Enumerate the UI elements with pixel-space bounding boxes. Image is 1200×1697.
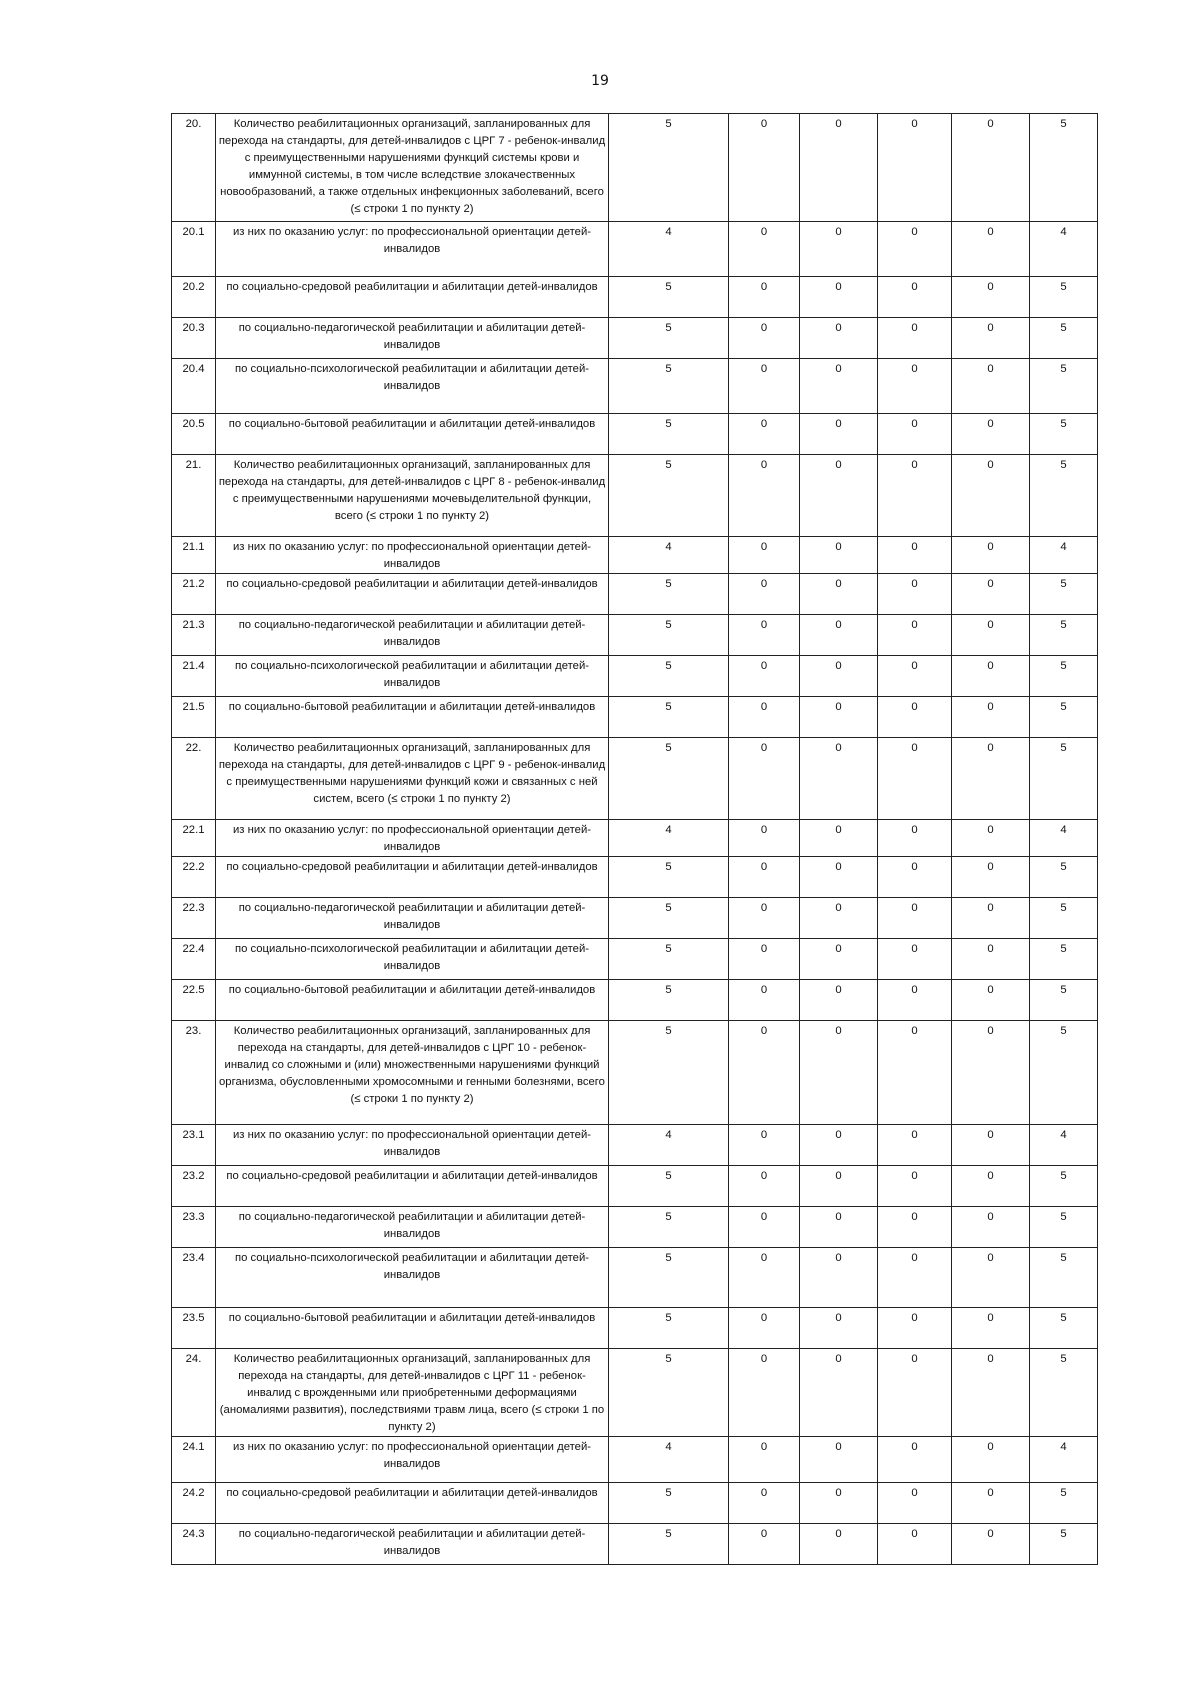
value-cell: 0 [952,455,1030,537]
value-cell: 0 [878,414,952,455]
value-cell: 5 [609,455,729,537]
row-description: по социально-бытовой реабилитации и абилитации детей-инвалидов [216,1308,609,1349]
row-description: по социально-психологической реабилитации и абилитации детей-инвалидов [216,939,609,980]
value-cell: 0 [952,1349,1030,1437]
value-cell: 5 [1030,318,1098,359]
value-cell: 0 [952,1308,1030,1349]
value-cell: 5 [1030,697,1098,738]
value-cell: 0 [952,114,1030,222]
value-cell: 0 [729,820,800,857]
value-cell: 0 [800,1308,878,1349]
table-row [172,1483,1098,1524]
value-cell: 0 [800,898,878,939]
row-description: по социально-психологической реабилитации и абилитации детей-инвалидов [216,359,609,414]
value-cell: 0 [800,980,878,1021]
value-cell: 0 [800,222,878,277]
value-cell: 0 [800,1524,878,1565]
row-number: 21.5 [172,697,216,738]
value-cell: 0 [729,455,800,537]
value-cell: 0 [800,414,878,455]
row-description: Количество реабилитационных организаций, запланированных для перехода на стандарты, для детей-инвалидов с ЦРГ 9 - ребенок-инвалид с преимущественными нарушениями функций кожи и связанных с ней систем, всего (≤ строки 1 по пункту 2) [216,738,609,820]
value-cell: 0 [878,857,952,898]
value-cell: 0 [800,820,878,857]
value-cell: 5 [609,359,729,414]
value-cell: 0 [952,222,1030,277]
value-cell: 0 [729,537,800,574]
row-number: 20. [172,114,216,222]
value-cell: 5 [1030,857,1098,898]
value-cell: 0 [729,359,800,414]
table-row [172,359,1098,414]
value-cell: 0 [952,318,1030,359]
value-cell: 0 [878,939,952,980]
value-cell: 0 [800,1483,878,1524]
value-cell: 0 [800,857,878,898]
value-cell: 0 [952,1021,1030,1125]
value-cell: 0 [952,1524,1030,1565]
value-cell: 0 [878,1125,952,1166]
value-cell: 0 [878,1207,952,1248]
value-cell: 5 [1030,656,1098,697]
value-cell: 5 [609,1308,729,1349]
value-cell: 0 [729,1437,800,1483]
row-description: из них по оказанию услуг: по профессиональной ориентации детей-инвалидов [216,1437,609,1483]
value-cell: 0 [729,898,800,939]
value-cell: 4 [1030,537,1098,574]
value-cell: 5 [609,738,729,820]
value-cell: 0 [729,615,800,656]
value-cell: 0 [952,939,1030,980]
value-cell: 5 [609,857,729,898]
value-cell: 5 [1030,980,1098,1021]
table-row [172,318,1098,359]
value-cell: 0 [952,277,1030,318]
value-cell: 5 [1030,738,1098,820]
value-cell: 5 [609,318,729,359]
value-cell: 0 [878,1021,952,1125]
value-cell: 0 [729,1308,800,1349]
row-description: по социально-педагогической реабилитации и абилитации детей-инвалидов [216,318,609,359]
value-cell: 0 [729,318,800,359]
row-description: Количество реабилитационных организаций, запланированных для перехода на стандарты, для детей-инвалидов с ЦРГ 7 - ребенок-инвалид с преимущественными нарушениями функций системы крови и иммунной системы, в том числе вследствие злокачественных новообразований, а также отдельных инфекционных заболеваний, всего (≤ строки 1 по пункту 2) [216,114,609,222]
row-number: 20.5 [172,414,216,455]
row-description: по социально-педагогической реабилитации и абилитации детей-инвалидов [216,1207,609,1248]
value-cell: 4 [609,537,729,574]
row-number: 24. [172,1349,216,1437]
value-cell: 5 [1030,277,1098,318]
row-number: 21.4 [172,656,216,697]
value-cell: 0 [952,615,1030,656]
value-cell: 0 [878,1248,952,1308]
row-number: 21.2 [172,574,216,615]
value-cell: 0 [729,1021,800,1125]
row-description: по социально-педагогической реабилитации и абилитации детей-инвалидов [216,1524,609,1565]
value-cell: 0 [878,656,952,697]
row-description: по социально-психологической реабилитации и абилитации детей-инвалидов [216,656,609,697]
value-cell: 4 [609,820,729,857]
table-row [172,1248,1098,1308]
value-cell: 5 [1030,455,1098,537]
row-description: по социально-средовой реабилитации и абилитации детей-инвалидов [216,1166,609,1207]
value-cell: 4 [1030,1437,1098,1483]
row-description: по социально-педагогической реабилитации и абилитации детей-инвалидов [216,615,609,656]
value-cell: 0 [800,277,878,318]
row-number: 20.4 [172,359,216,414]
value-cell: 0 [952,574,1030,615]
row-description: по социально-бытовой реабилитации и абилитации детей-инвалидов [216,414,609,455]
value-cell: 0 [952,1207,1030,1248]
row-description: Количество реабилитационных организаций, запланированных для перехода на стандарты, для детей-инвалидов с ЦРГ 11 - ребенок-инвалид с врожденными или приобретенными деформациями (аномалиями развития), последствиями травм лица, всего (≤ строки 1 по пункту 2) [216,1349,609,1437]
row-description: из них по оказанию услуг: по профессиональной ориентации детей-инвалидов [216,820,609,857]
value-cell: 0 [878,574,952,615]
value-cell: 0 [878,1166,952,1207]
table-row [172,656,1098,697]
table-row [172,222,1098,277]
row-description: из них по оказанию услуг: по профессиональной ориентации детей-инвалидов [216,1125,609,1166]
table-row [172,820,1098,857]
value-cell: 0 [800,1207,878,1248]
value-cell: 5 [609,697,729,738]
value-cell: 0 [952,1125,1030,1166]
table-row [172,980,1098,1021]
value-cell: 4 [609,222,729,277]
value-cell: 0 [878,898,952,939]
value-cell: 5 [609,414,729,455]
value-cell: 0 [878,1524,952,1565]
value-cell: 0 [729,857,800,898]
value-cell: 0 [729,939,800,980]
row-number: 22.3 [172,898,216,939]
value-cell: 0 [729,1125,800,1166]
value-cell: 5 [609,1483,729,1524]
table-row [172,939,1098,980]
value-cell: 0 [729,656,800,697]
value-cell: 5 [609,574,729,615]
value-cell: 0 [952,1248,1030,1308]
table-row [172,1166,1098,1207]
value-cell: 0 [729,980,800,1021]
value-cell: 5 [609,1207,729,1248]
value-cell: 5 [609,1524,729,1565]
table-row [172,114,1098,222]
value-cell: 5 [1030,1021,1098,1125]
value-cell: 5 [1030,939,1098,980]
value-cell: 0 [952,898,1030,939]
value-cell: 5 [609,1021,729,1125]
value-cell: 0 [800,1437,878,1483]
value-cell: 4 [609,1125,729,1166]
value-cell: 0 [729,1248,800,1308]
table-row [172,1437,1098,1483]
value-cell: 0 [800,537,878,574]
table-row [172,1524,1098,1565]
row-number: 23.3 [172,1207,216,1248]
table-row [172,414,1098,455]
row-description: по социально-средовой реабилитации и абилитации детей-инвалидов [216,277,609,318]
value-cell: 4 [1030,1125,1098,1166]
value-cell: 0 [878,697,952,738]
value-cell: 5 [1030,615,1098,656]
value-cell: 0 [952,857,1030,898]
value-cell: 5 [1030,359,1098,414]
table-row [172,277,1098,318]
value-cell: 5 [609,980,729,1021]
value-cell: 0 [878,1308,952,1349]
value-cell: 0 [729,222,800,277]
value-cell: 0 [878,537,952,574]
value-cell: 0 [878,1483,952,1524]
row-number: 23.5 [172,1308,216,1349]
value-cell: 0 [729,1207,800,1248]
value-cell: 0 [800,1166,878,1207]
value-cell: 5 [1030,1207,1098,1248]
value-cell: 0 [952,738,1030,820]
row-number: 24.2 [172,1483,216,1524]
value-cell: 5 [609,898,729,939]
value-cell: 5 [1030,1166,1098,1207]
row-number: 23.2 [172,1166,216,1207]
value-cell: 5 [609,277,729,318]
row-description: по социально-средовой реабилитации и абилитации детей-инвалидов [216,574,609,615]
table-row [172,1349,1098,1437]
value-cell: 0 [800,359,878,414]
row-number: 21.3 [172,615,216,656]
value-cell: 0 [878,615,952,656]
value-cell: 0 [952,980,1030,1021]
value-cell: 5 [609,1166,729,1207]
table-row [172,537,1098,574]
value-cell: 5 [609,1349,729,1437]
value-cell: 0 [800,1349,878,1437]
table-row [172,1125,1098,1166]
value-cell: 0 [800,1248,878,1308]
value-cell: 0 [729,277,800,318]
table-row [172,1308,1098,1349]
value-cell: 0 [952,1437,1030,1483]
row-number: 20.2 [172,277,216,318]
value-cell: 0 [729,697,800,738]
row-number: 20.1 [172,222,216,277]
row-description: по социально-бытовой реабилитации и абилитации детей-инвалидов [216,980,609,1021]
value-cell: 5 [1030,1524,1098,1565]
report-table [171,113,1098,1565]
row-number: 21. [172,455,216,537]
row-number: 22.1 [172,820,216,857]
value-cell: 5 [609,939,729,980]
row-number: 24.1 [172,1437,216,1483]
value-cell: 0 [729,1524,800,1565]
value-cell: 5 [1030,1308,1098,1349]
table-row [172,615,1098,656]
row-description: Количество реабилитационных организаций, запланированных для перехода на стандарты, для детей-инвалидов с ЦРГ 8 - ребенок-инвалид с преимущественными нарушениями мочевыделительной функции, всего (≤ строки 1 по пункту 2) [216,455,609,537]
value-cell: 0 [952,1166,1030,1207]
value-cell: 5 [1030,1349,1098,1437]
value-cell: 0 [952,697,1030,738]
value-cell: 0 [952,1483,1030,1524]
value-cell: 5 [1030,1483,1098,1524]
value-cell: 0 [800,615,878,656]
value-cell: 5 [609,114,729,222]
value-cell: 5 [1030,574,1098,615]
value-cell: 5 [1030,114,1098,222]
value-cell: 0 [729,1166,800,1207]
value-cell: 0 [800,738,878,820]
value-cell: 0 [800,656,878,697]
value-cell: 0 [729,738,800,820]
value-cell: 0 [729,574,800,615]
row-number: 22. [172,738,216,820]
row-description: по социально-средовой реабилитации и абилитации детей-инвалидов [216,857,609,898]
row-number: 23.1 [172,1125,216,1166]
value-cell: 0 [878,318,952,359]
page-number: 19 [591,73,609,89]
row-number: 24.3 [172,1524,216,1565]
value-cell: 0 [800,455,878,537]
row-description: по социально-бытовой реабилитации и абилитации детей-инвалидов [216,697,609,738]
value-cell: 4 [1030,820,1098,857]
value-cell: 5 [609,656,729,697]
value-cell: 5 [1030,1248,1098,1308]
row-number: 23.4 [172,1248,216,1308]
row-number: 21.1 [172,537,216,574]
row-description: по социально-педагогической реабилитации и абилитации детей-инвалидов [216,898,609,939]
table-body [172,114,1098,1565]
value-cell: 4 [1030,222,1098,277]
value-cell: 4 [609,1437,729,1483]
value-cell: 0 [878,1437,952,1483]
table-row [172,697,1098,738]
value-cell: 0 [729,114,800,222]
value-cell: 0 [878,222,952,277]
value-cell: 0 [878,738,952,820]
value-cell: 0 [952,359,1030,414]
table-row [172,1207,1098,1248]
value-cell: 0 [878,359,952,414]
table-row [172,455,1098,537]
value-cell: 0 [878,1349,952,1437]
value-cell: 0 [800,697,878,738]
row-description: по социально-психологической реабилитации и абилитации детей-инвалидов [216,1248,609,1308]
row-description: из них по оказанию услуг: по профессиональной ориентации детей-инвалидов [216,537,609,574]
value-cell: 5 [609,1248,729,1308]
value-cell: 0 [729,414,800,455]
value-cell: 5 [1030,414,1098,455]
table-row [172,1021,1098,1125]
row-number: 22.5 [172,980,216,1021]
value-cell: 0 [878,455,952,537]
table-row [172,738,1098,820]
value-cell: 5 [609,615,729,656]
value-cell: 0 [878,820,952,857]
value-cell: 0 [729,1349,800,1437]
value-cell: 0 [800,939,878,980]
value-cell: 0 [952,820,1030,857]
row-number: 22.4 [172,939,216,980]
value-cell: 5 [1030,898,1098,939]
row-number: 20.3 [172,318,216,359]
row-description: по социально-средовой реабилитации и абилитации детей-инвалидов [216,1483,609,1524]
row-description: Количество реабилитационных организаций, запланированных для перехода на стандарты, для детей-инвалидов с ЦРГ 10 - ребенок-инвалид со сложными и (или) множественными нарушениями функций организма, обусловленными хромосомными и генными болезнями, всего (≤ строки 1 по пункту 2) [216,1021,609,1125]
value-cell: 0 [878,277,952,318]
value-cell: 0 [952,537,1030,574]
value-cell: 0 [878,980,952,1021]
value-cell: 0 [878,114,952,222]
row-number: 22.2 [172,857,216,898]
value-cell: 0 [729,1483,800,1524]
row-number: 23. [172,1021,216,1125]
value-cell: 0 [800,1021,878,1125]
table-row [172,574,1098,615]
value-cell: 0 [952,414,1030,455]
value-cell: 0 [952,656,1030,697]
value-cell: 0 [800,114,878,222]
table-row [172,857,1098,898]
value-cell: 0 [800,574,878,615]
row-description: из них по оказанию услуг: по профессиональной ориентации детей-инвалидов [216,222,609,277]
value-cell: 0 [800,1125,878,1166]
table-row [172,898,1098,939]
value-cell: 0 [800,318,878,359]
